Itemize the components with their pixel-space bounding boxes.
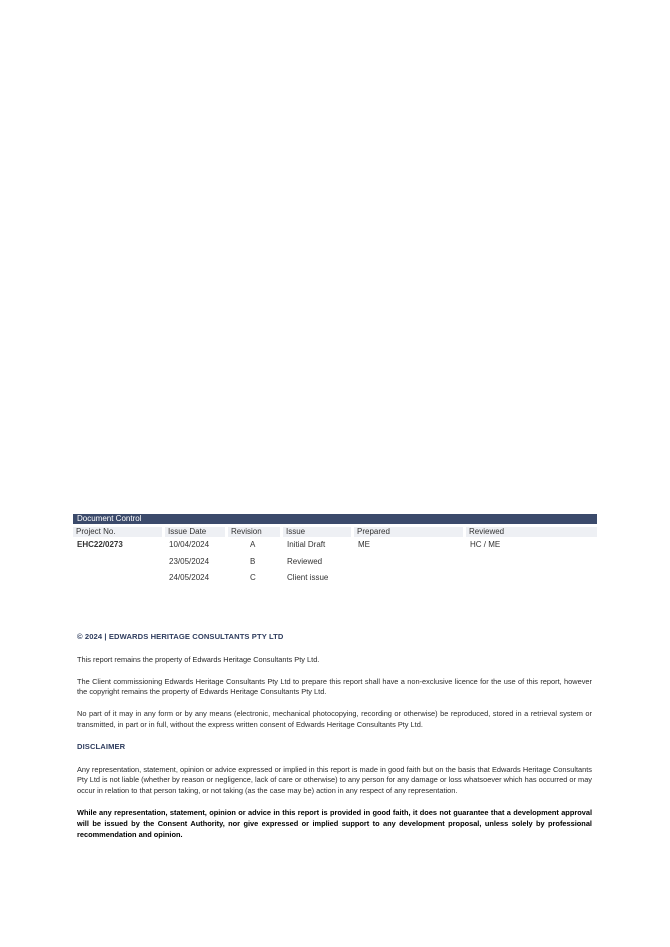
column-header-issue-date: Issue Date	[165, 527, 225, 537]
column-header-revision: Revision	[228, 527, 280, 537]
table-row	[73, 571, 597, 588]
table-row	[73, 555, 597, 572]
copyright-heading: © 2024 | EDWARDS HERITAGE CONSULTANTS PTY LTD	[77, 632, 284, 641]
issue-cell: Initial Draft	[287, 540, 326, 549]
issue-date-cell: 23/05/2024	[169, 556, 210, 566]
prepared-cell: ME	[358, 540, 370, 549]
disclaimer-paragraph-1: Any representation, statement, opinion or advice expressed or implied in this report is made in good faith but on the basis that Edwards Heritage Consultants Pty Ltd is not liable (whether by reason or negligence, lack of care or otherwise) to any person for any damage or loss whatsoever which has occurred or may occur in relation to that person taking, or not taking (as the case may be) action in any respect of any representation.	[77, 764, 592, 796]
reviewed-cell: HC / ME	[470, 540, 501, 549]
issue-cell: Client issue	[287, 573, 329, 582]
issue-cell: Reviewed	[287, 556, 323, 566]
document-control-title: Document Control	[73, 514, 597, 524]
document-control-table	[73, 514, 597, 588]
revision-cell: A	[250, 540, 256, 549]
table-row	[73, 538, 597, 555]
issue-date-cell: 10/04/2024	[169, 540, 210, 549]
copyright-paragraph-3: No part of it may in any form or by any means (electronic, mechanical photocopying, recording or otherwise) be reproduced, stored in a retrieval system or transmitted, in part or in full, without the express written consent of Edwards Heritage Consultants Pty Ltd.	[77, 709, 592, 729]
revision-cell: C	[250, 573, 256, 582]
project-number: EHC22/0273	[77, 540, 123, 549]
column-header-issue: Issue	[283, 527, 351, 537]
issue-date-cell: 24/05/2024	[169, 573, 210, 582]
table-header-row	[73, 527, 597, 538]
column-header-project: Project No.	[73, 527, 162, 537]
copyright-paragraph-2: The Client commissioning Edwards Heritage Consultants Pty Ltd to prepare this report shall have a non-exclusive licence for the use of this report, however the copyright remains the property of Edwards Heritage Consultants Pty Ltd.	[77, 676, 592, 697]
revision-cell: B	[250, 556, 256, 566]
column-header-reviewed: Reviewed	[466, 527, 597, 537]
disclaimer-heading: DISCLAIMER	[77, 741, 126, 751]
disclaimer-paragraph-2: While any representation, statement, opinion or advice in this report is provided in good faith, it does not guarantee that a development approval will be issued by the Consent Authority, nor give expressed or implied support to any development proposal, unless solely by professional recommendation and opinion.	[77, 807, 592, 839]
column-header-prepared: Prepared	[354, 527, 463, 537]
legal-section	[77, 632, 592, 851]
copyright-paragraph-1: This report remains the property of Edwards Heritage Consultants Pty Ltd.	[77, 654, 320, 664]
